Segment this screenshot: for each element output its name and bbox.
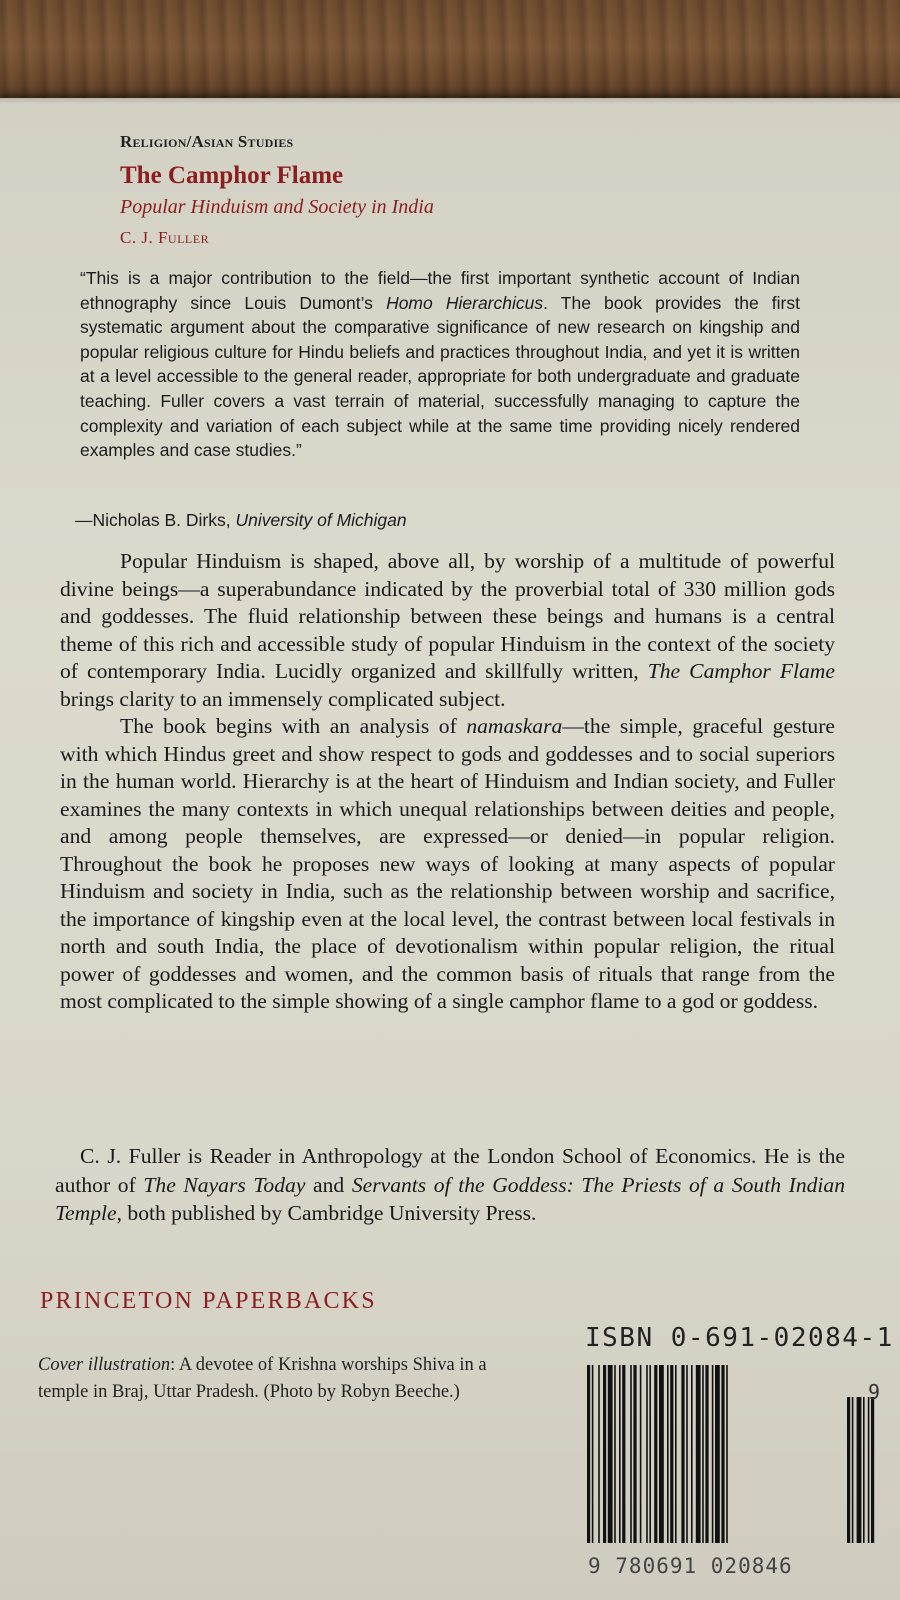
review-quote — [80, 266, 800, 463]
quote-attribution — [75, 510, 407, 531]
p2-italic: namaskara — [466, 714, 563, 738]
price-digit: 9 — [868, 1380, 881, 1404]
p1-text-a: Popular Hinduism is shaped, above all, by worship of a multitude of powerful divine beings—a superabundance indicated by the proverbial total of 330 million gods and goddesses. The fluid relationship between these beings and humans is a central theme of this rich and accessible study of popular Hinduism in the context of the society of contemporary India. Lucidly organized and skillfully written, — [60, 549, 835, 683]
bio-text-c: , both published by Cambridge University Press. — [116, 1201, 537, 1225]
description-text — [60, 548, 835, 1016]
bio-text-b: and — [305, 1172, 352, 1197]
isbn-label: ISBN 0-691-02084-1 — [585, 1323, 894, 1353]
description-paragraph-2 — [60, 713, 835, 1016]
p2-text-a: The book begins with an analysis of — [120, 714, 467, 738]
quote-text-1: “This is a major contribution to the field—the first important synthetic account of Indian ethnography since Louis Dumont’s — [80, 268, 800, 313]
description-paragraph-1 — [60, 548, 835, 713]
quote-text-2: . The book provides the first systematic argument about the comparative significance of new research on kingship and popular religious culture for Hindu beliefs and practices throughout India, and yet it is written at a level accessible to the general reader, appropriate for both undergraduate and graduate teaching. Fuller covers a vast terrain of material, successfully managing to capture the complexity and variation of each subject while at the same time providing nicely rendered examples and case studies.” — [80, 292, 800, 461]
bio-italic-2: Servants of the Goddess: The Priests of a South Indian Temple — [55, 1172, 846, 1225]
bio-italic-1: The Nayars Today — [143, 1172, 306, 1197]
category-label: Religion/Asian Studies — [120, 132, 294, 151]
p1-italic: The Camphor Flame — [647, 659, 835, 683]
bio-text-a: C. J. Fuller is Reader in Anthropology at the London School of Economics. He is the author of — [55, 1144, 845, 1197]
quote-italic: Homo Hierarchicus — [386, 292, 544, 313]
bio-paragraph — [55, 1142, 845, 1228]
publisher-imprint: PRINCETON PAPERBACKS — [40, 1288, 377, 1314]
barcode-icon — [585, 1365, 885, 1547]
p1-text-b: brings clarity to an immensely complicated subject. — [60, 686, 506, 711]
cover-credit-label: Cover illustration — [38, 1355, 171, 1375]
author-bio — [55, 1142, 845, 1228]
cover-credit-text: : A devotee of Krishna worships Shiva in a temple in Braj, Uttar Pradesh. (Photo by Robyn Beeche.) — [38, 1355, 487, 1402]
p2-text-b: —the simple, graceful gesture with which Hindus greet and show respect to gods and goddesses and to social superiors in the human world. Hierarchy is at the heart of Hinduism and Indian society, and Fuller examines the many contexts in which unequal relationships between deities and people, and among people themselves, are expressed—or denied—in popular religion. Throughout the book he proposes new ways of looking at many aspects of popular Hinduism and society in India, such as the relationship between worship and sacrifice, the importance of kingship even at the local level, the contrast between local festivals in north and south India, the place of devotionalism within popular religion, the ritual power of goddesses and women, and the common basis of rituals that range from the most complicated to the simple showing of a single camphor flame to a god or goddess. — [60, 714, 835, 1013]
book-subtitle: Popular Hinduism and Society in India — [120, 196, 434, 218]
cover-credit — [38, 1352, 508, 1405]
barcode-number: 9 780691 020846 — [588, 1554, 793, 1578]
book-author: C. J. Fuller — [120, 228, 210, 247]
attribution-institution: University of Michigan — [235, 510, 407, 530]
cover-edge — [0, 98, 900, 104]
attribution-name: —Nicholas B. Dirks, — [75, 510, 236, 530]
book-title: The Camphor Flame — [120, 162, 344, 189]
